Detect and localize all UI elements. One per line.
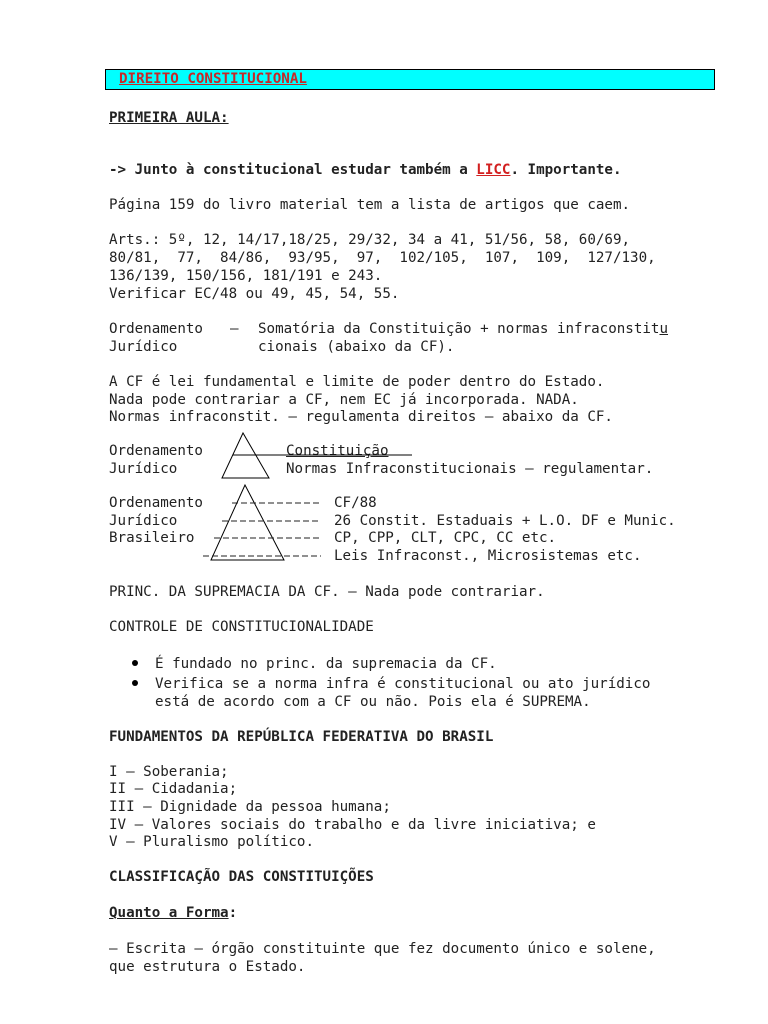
- licc-highlight: LICC: [476, 162, 511, 178]
- arts-line: Verificar EC/48 ou 49, 45, 54, 55.: [109, 286, 400, 302]
- pyramid2-item: CF/88: [334, 495, 377, 511]
- quanto-forma-label: Quanto a Forma: [109, 905, 229, 921]
- fundamento-item: V – Pluralismo político.: [109, 834, 314, 850]
- pyramid2-dash-lines: [203, 503, 321, 556]
- controle-bullet: Verifica se a norma infra é constitucional ou ato jurídico: [155, 676, 651, 692]
- ordenamento-definition-cont: cionais (abaixo da CF).: [258, 339, 455, 355]
- pyramid2-item: 26 Constit. Estaduais + L.O. DF e Munic.: [334, 513, 676, 529]
- bullet-icon: [132, 680, 138, 686]
- pyramid2-triangle: [211, 485, 284, 560]
- pyramid2-label: Brasileiro: [109, 530, 195, 546]
- fundamento-item: II – Cidadania;: [109, 781, 238, 797]
- quanto-forma-heading: [109, 904, 237, 922]
- controle-bullet-cont: está de acordo com a CF ou não. Pois ela é SUPREMA.: [155, 694, 591, 710]
- arts-line: Arts.: 5º, 12, 14/17,18/25, 29/32, 34 a 41, 51/56, 58, 60/69,: [109, 232, 631, 248]
- fundamento-item: III – Dignidade da pessoa humana;: [109, 799, 391, 815]
- pyramid1-label: Ordenamento: [109, 443, 203, 459]
- controle-heading: CONTROLE DE CONSTITUCIONALIDADE: [109, 619, 374, 635]
- arts-line: 136/139, 150/156, 181/191 e 243.: [109, 268, 383, 284]
- tip-suffix: . Importante.: [510, 162, 622, 178]
- pyramid1-triangle: [222, 433, 412, 478]
- pyramid2-item: Leis Infraconst., Microsistemas etc.: [334, 548, 642, 564]
- quanto-forma-colon: :: [228, 905, 238, 921]
- pyramid2-label: Ordenamento: [109, 495, 203, 511]
- definition-dash: –: [230, 321, 239, 337]
- definition-text-underlined: u: [659, 321, 669, 337]
- pyramid1-constituicao: Constituição: [286, 443, 389, 459]
- classificacao-heading: CLASSIFICAÇÃO DAS CONSTITUIÇÕES: [109, 869, 374, 885]
- tip-prefix: -> Junto à constitucional estudar também a: [109, 162, 477, 178]
- juridico-term: Jurídico: [109, 339, 178, 355]
- arts-line: 80/81, 77, 84/86, 93/95, 97, 102/105, 107, 109, 127/130,: [109, 250, 656, 266]
- fundamento-item: IV – Valores sociais do trabalho e da livre iniciativa; e: [109, 817, 596, 833]
- lesson-heading: PRIMEIRA AULA:: [109, 110, 229, 126]
- page-reference: Página 159 do livro material tem a lista de artigos que caem.: [109, 197, 631, 213]
- cf-line: Normas infraconstit. – regulamenta direitos – abaixo da CF.: [109, 409, 613, 425]
- princ-supremacia: PRINC. DA SUPREMACIA DA CF. – Nada pode contrariar.: [109, 584, 545, 600]
- fundamentos-heading: FUNDAMENTOS DA REPÚBLICA FEDERATIVA DO BRASIL: [109, 729, 494, 745]
- controle-bullet: É fundado no princ. da supremacia da CF.: [155, 656, 497, 672]
- pyramid2-item: CP, CPP, CLT, CPC, CC etc.: [334, 530, 557, 546]
- fundamento-item: I – Soberania;: [109, 764, 229, 780]
- escrita-line: – Escrita – órgão constituinte que fez documento único e solene,: [109, 941, 656, 957]
- definition-text: Somatória da Constituição + normas infraconstit: [258, 321, 660, 337]
- pyramid2-label: Jurídico: [109, 513, 178, 529]
- document-title: DIREITO CONSTITUCIONAL: [119, 71, 307, 87]
- cf-line: A CF é lei fundamental e limite de poder dentro do Estado.: [109, 374, 605, 390]
- pyramid1-label: Jurídico: [109, 461, 178, 477]
- pyramid1-normas: Normas Infraconstitucionais – regulamentar.: [286, 461, 654, 477]
- bullet-icon: [132, 660, 138, 666]
- cf-line: Nada pode contrariar a CF, nem EC já incorporada. NADA.: [109, 392, 579, 408]
- escrita-line: que estrutura o Estado.: [109, 959, 306, 975]
- ordenamento-term: Ordenamento: [109, 321, 203, 337]
